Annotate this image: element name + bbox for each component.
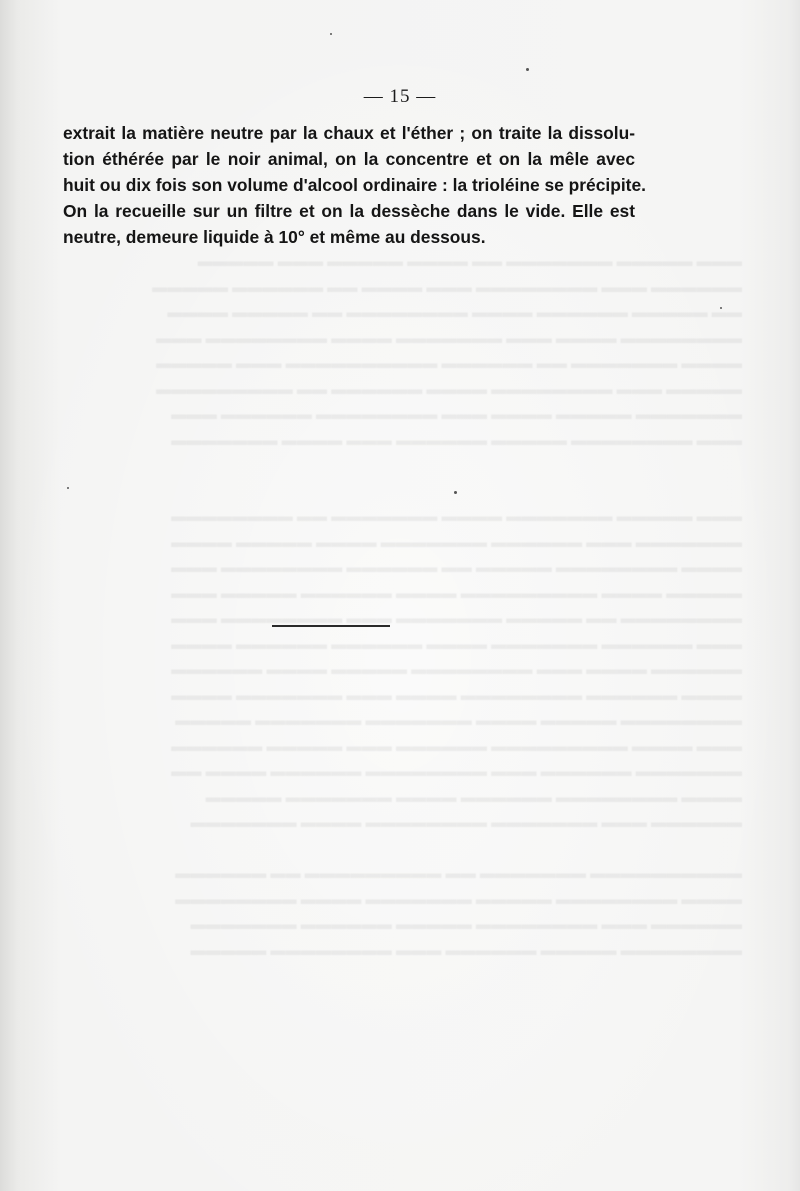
text-line: On la recueille sur un filtre et on la dessèche dans le vide. Elle est [63, 201, 635, 221]
paper-speck [330, 33, 332, 35]
paper-speck [454, 491, 457, 494]
body-paragraph [63, 120, 646, 250]
section-divider-rule [272, 625, 390, 627]
text-line: tion éthérée par le noir animal, on la concentre et on la mêle avec [63, 149, 635, 169]
paper-speck [67, 487, 69, 489]
page-number: — 15 — [363, 86, 437, 107]
bleed-through-texture: ▬▬▬ ▬▬▬▬▬ ▬▬▬▬▬▬▬ ▬▬ ▬▬▬▬ ▬▬▬▬▬ ▬▬▬ ▬▬▬▬▬ ▬▬▬▬▬▬ ▬▬▬ ▬▬▬▬▬▬▬▬ ▬▬▬ ▬▬▬▬ ▬▬ ▬▬▬▬▬▬ ▬▬▬▬▬ ▬▬ ▬▬▬▬▬ ▬▬▬▬▬▬ ▬▬▬▬ ▬▬▬▬▬▬▬▬ ▬▬ ▬▬▬▬▬ ▬▬▬▬ ▬▬▬▬▬▬▬▬ ▬▬▬▬ ▬▬▬ ▬▬▬▬▬▬▬ ▬▬▬▬ ▬▬▬▬▬▬▬▬ ▬▬▬ ▬▬▬▬ ▬▬▬▬▬▬▬ ▬▬ ▬▬▬▬▬▬ ▬▬▬▬▬▬▬▬▬▬ ▬▬▬ ▬▬▬▬▬ ▬▬▬▬▬ ▬▬▬ ▬▬▬▬▬▬▬▬ ▬▬▬▬ ▬▬▬▬▬▬ ▬▬ ▬▬▬▬▬▬▬▬▬ ▬▬▬▬▬▬▬ ▬▬▬▬▬ ▬▬▬▬ ▬▬▬ ▬▬▬▬▬▬▬▬ ▬▬▬▬▬▬ ▬▬▬ ▬▬▬ ▬▬▬▬▬▬▬▬ ▬▬▬▬▬ ▬▬▬▬▬▬ ▬▬▬ ▬▬▬▬ ▬▬▬▬▬▬▬ ▬▬▬ ▬▬▬▬▬ ▬▬▬▬▬▬▬ ▬▬▬▬ ▬▬▬▬▬▬▬ ▬▬ ▬▬▬▬▬▬▬▬ ▬▬▬▬▬▬▬ ▬▬▬ ▬▬▬▬▬▬ ▬▬▬▬▬▬▬ ▬▬▬▬ ▬▬▬▬▬ ▬▬▬▬ ▬▬▬▬ ▬▬▬▬▬▬▬▬ ▬▬▬▬▬ ▬▬ ▬▬▬▬▬▬ ▬▬▬▬▬▬▬▬ ▬▬▬ ▬▬▬▬▬ ▬▬▬▬ ▬▬▬▬▬▬▬▬▬ ▬▬▬▬ ▬▬▬▬▬▬ ▬▬▬▬▬ ▬▬▬ ▬▬▬▬▬▬▬▬ ▬▬ ▬▬▬▬▬ ▬▬▬▬▬▬▬ ▬▬▬ ▬▬▬▬▬▬▬▬ ▬▬▬ ▬▬▬ ▬▬▬▬▬▬ ▬▬▬▬▬▬▬ ▬▬▬▬ ▬▬▬▬▬▬ ▬▬▬▬▬▬ ▬▬▬▬ ▬▬▬▬▬▬ ▬▬▬▬ ▬▬▬ ▬▬▬▬▬▬▬▬ ▬▬▬▬▬ ▬▬▬▬ ▬▬▬▬▬▬ ▬▬▬▬ ▬▬▬▬▬▬ ▬▬▬▬▬▬▬▬ ▬▬▬▬ ▬▬▬ ▬▬▬▬▬▬▬ ▬▬▬▬ ▬▬▬▬▬▬▬▬ ▬▬▬▬▬ ▬▬▬▬ ▬▬▬▬▬▬▬ ▬▬▬▬▬▬▬ ▬▬▬▬▬ ▬▬▬ ▬▬▬▬ ▬▬▬▬▬▬▬▬▬ ▬▬▬▬▬▬ ▬▬▬ ▬▬▬▬▬ ▬▬▬▬▬▬ ▬▬▬▬▬▬▬ ▬▬▬▬▬▬ ▬▬▬ ▬▬▬▬▬▬▬▬ ▬▬▬▬▬▬ ▬▬▬▬ ▬▬ ▬▬▬▬ ▬▬▬▬▬▬▬▬ ▬▬▬▬▬▬ ▬▬▬▬ ▬▬▬▬▬▬▬ ▬▬▬▬▬ ▬▬▬▬▬▬ ▬▬▬ ▬▬▬▬▬▬▬ ▬▬▬▬▬▬▬▬ ▬▬▬▬ ▬▬▬▬▬▬▬ ▬▬▬▬▬▬▬▬▬▬ ▬▬▬▬▬▬▬ ▬▬ ▬▬▬▬▬▬▬▬▬ ▬▬ ▬▬▬▬▬▬ ▬▬▬▬ ▬▬▬▬▬▬▬▬ ▬▬▬▬▬ ▬▬▬▬▬▬▬ ▬▬▬▬ ▬▬▬▬▬▬▬▬ ▬▬▬▬▬▬ ▬▬▬ ▬▬▬▬▬▬▬▬ ▬▬▬▬▬ ▬▬▬▬▬▬ ▬▬▬▬▬▬▬ ▬▬▬▬▬▬▬▬ ▬▬▬▬▬ ▬▬▬▬▬▬ ▬▬▬ ▬▬▬▬▬▬▬▬ ▬▬▬▬▬ [151, 254, 742, 959]
text-line: extrait la matière neutre par la chaux et l'éther ; on traite la dissolu- [63, 123, 635, 143]
text-line: neutre, demeure liquide à 10° et même au dessous. [63, 227, 486, 247]
text-line: huit ou dix fois son volume d'alcool ordinaire : la trioléine se précipite. [63, 175, 646, 195]
paper-speck [526, 68, 529, 71]
paper-speck [720, 307, 722, 309]
